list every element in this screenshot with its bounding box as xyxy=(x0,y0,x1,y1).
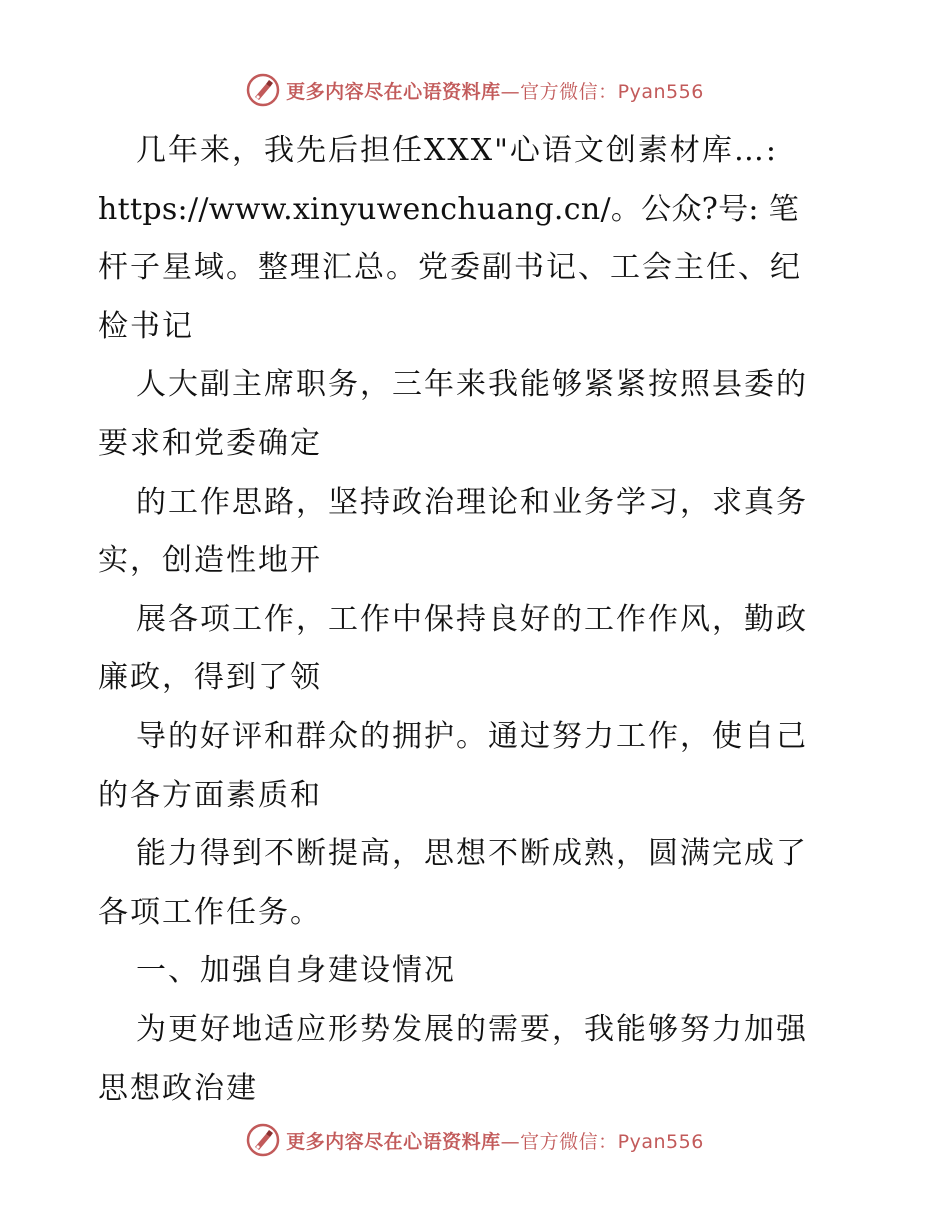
paragraph-line: 杆子星域。整理汇总。党委副书记、工会主任、纪 xyxy=(98,250,802,286)
pen-nib-icon xyxy=(246,73,280,107)
paragraph-line: 思想政治建 xyxy=(98,1070,258,1106)
paragraph-line: 人大副主席职务，三年来我能够紧紧按照县委的 xyxy=(136,367,808,403)
paragraph-line: 的工作思路，坚持政治理论和业务学习，求真务 xyxy=(136,484,808,520)
watermark-site-text: 更多内容尽在心语资料库 xyxy=(286,80,501,103)
watermark-wechat-text: 官方微信：Pyan556 xyxy=(520,80,704,103)
paragraph-line: 能力得到不断提高，思想不断成熟，圆满完成了 xyxy=(136,836,808,872)
paragraph-line: 几年来，我先后担任XXX"心语文创素材库…: xyxy=(136,133,778,168)
watermark-wechat-text: 官方微信：Pyan556 xyxy=(520,1130,704,1153)
watermark-text xyxy=(286,1127,704,1154)
watermark-separator: — xyxy=(500,80,521,103)
pen-nib-icon xyxy=(246,1123,280,1157)
paragraph-line: 为更好地适应形势发展的需要，我能够努力加强 xyxy=(136,1011,808,1047)
footer-watermark xyxy=(0,1120,950,1160)
paragraph-line: 要求和党委确定 xyxy=(98,425,322,461)
paragraph-line: 展各项工作，工作中保持良好的工作作风，勤政 xyxy=(136,601,808,637)
paragraph-line: 导的好评和群众的拥护。通过努力工作，使自己 xyxy=(136,718,808,754)
paragraph-line: 实，创造性地开 xyxy=(98,543,322,579)
paragraph-line: 检书记 xyxy=(98,308,194,344)
paragraph-line: 的各方面素质和 xyxy=(98,777,322,813)
header-watermark xyxy=(0,70,950,110)
paragraph-line: 廉政，得到了领 xyxy=(98,660,322,696)
paragraph-line: 各项工作任务。 xyxy=(98,894,322,930)
watermark-separator: — xyxy=(500,1130,521,1153)
watermark-text xyxy=(286,77,704,104)
document-body xyxy=(98,122,854,1118)
watermark-site-text: 更多内容尽在心语资料库 xyxy=(286,1130,501,1153)
paragraph-line: https://www.xinyuwenchuang.cn/。公众?号: 笔 xyxy=(98,191,799,227)
section-heading: 一、加强自身建设情况 xyxy=(136,953,456,989)
